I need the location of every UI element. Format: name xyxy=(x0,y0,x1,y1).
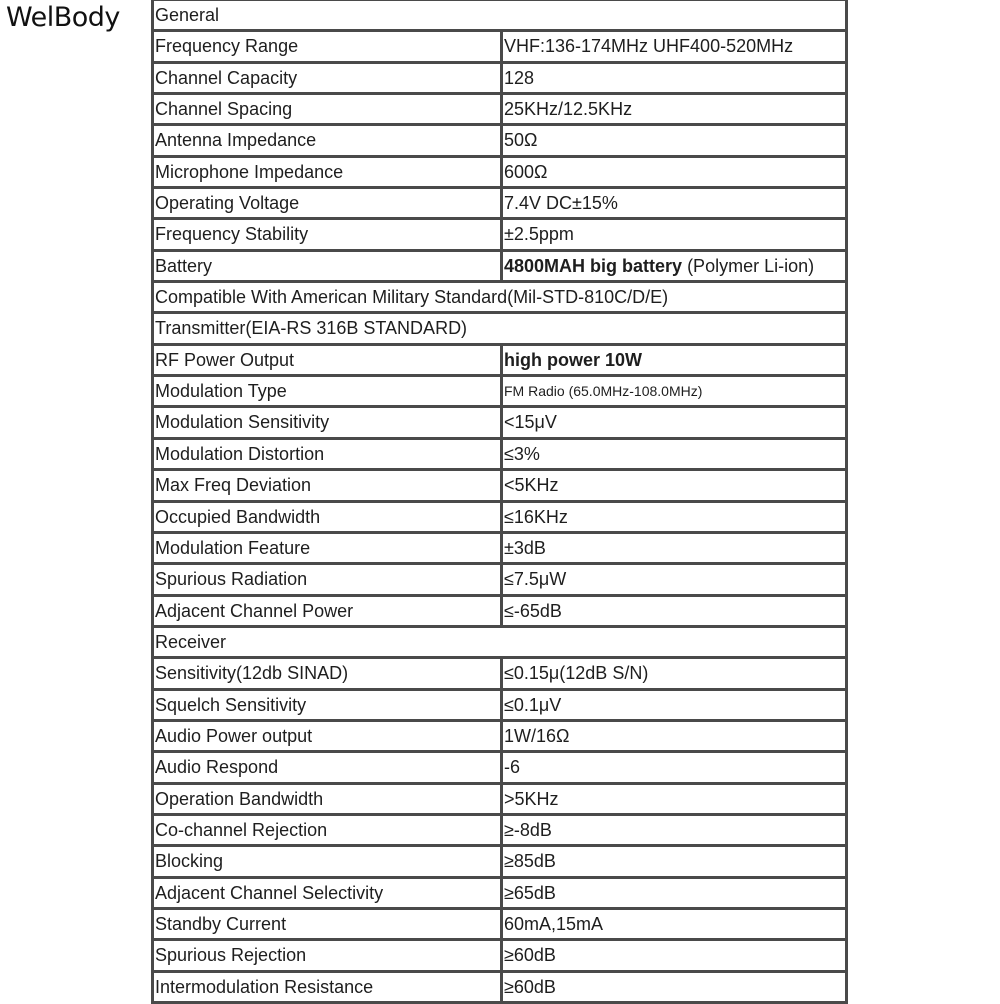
spec-value xyxy=(503,753,845,781)
spec-label: RF Power Output xyxy=(154,346,503,374)
spec-value xyxy=(503,252,845,280)
spec-label: Spurious Radiation xyxy=(154,565,503,593)
spec-value xyxy=(503,377,845,405)
spec-value-text: ≤0.15μ(12dB S/N) xyxy=(504,663,649,684)
spec-label: Modulation Sensitivity xyxy=(154,408,503,436)
spec-label: Intermodulation Resistance xyxy=(154,973,503,1001)
spec-label: Audio Power output xyxy=(154,722,503,750)
spec-value-text: 1W/16Ω xyxy=(504,725,570,746)
spec-value-text: 128 xyxy=(504,67,535,88)
spec-value xyxy=(503,440,845,468)
spec-value xyxy=(503,126,845,154)
spec-label: Modulation Type xyxy=(154,377,503,405)
spec-value xyxy=(503,503,845,531)
spec-value xyxy=(503,95,845,123)
spec-value xyxy=(503,64,845,92)
spec-value xyxy=(503,722,845,750)
spec-value-bold: high power 10W xyxy=(504,349,643,370)
spec-label: Standby Current xyxy=(154,910,503,938)
spec-value xyxy=(503,910,845,938)
spec-label: Battery xyxy=(154,252,503,280)
spec-value xyxy=(503,691,845,719)
spec-label: Blocking xyxy=(154,847,503,875)
spec-row xyxy=(154,973,845,1004)
spec-label: Sensitivity(12db SINAD) xyxy=(154,659,503,687)
spec-value-text: <15μV xyxy=(504,412,557,433)
spec-row xyxy=(154,691,845,722)
spec-row xyxy=(154,753,845,784)
spec-row xyxy=(154,941,845,972)
spec-value-text: -6 xyxy=(504,757,521,778)
brand-logo: WelBody xyxy=(6,2,120,33)
spec-row xyxy=(154,64,845,95)
spec-row xyxy=(154,816,845,847)
spec-row xyxy=(154,346,845,377)
section-label: Compatible With American Military Standard(Mil-STD-810C/D/E) xyxy=(155,287,669,308)
spec-value-text: 60mA,15mA xyxy=(504,913,604,934)
spec-value xyxy=(503,32,845,60)
spec-row xyxy=(154,722,845,753)
spec-row xyxy=(154,659,845,690)
spec-value-text: FM Radio (65.0MHz-108.0MHz) xyxy=(504,383,703,400)
spec-label: Antenna Impedance xyxy=(154,126,503,154)
spec-row xyxy=(154,879,845,910)
section-header-row xyxy=(154,628,845,659)
spec-value-text: 7.4V DC±15% xyxy=(504,193,618,214)
spec-value-text: ≤-65dB xyxy=(504,600,562,621)
spec-label: Co-channel Rejection xyxy=(154,816,503,844)
spec-value xyxy=(503,565,845,593)
spec-value-text: ≥60dB xyxy=(504,945,556,966)
spec-value-text: <5KHz xyxy=(504,475,559,496)
spec-label: Squelch Sensitivity xyxy=(154,691,503,719)
spec-value-text: >5KHz xyxy=(504,788,559,809)
spec-label: Spurious Rejection xyxy=(154,941,503,969)
spec-label: Channel Capacity xyxy=(154,64,503,92)
spec-value-text: ≥-8dB xyxy=(504,819,552,840)
spec-value xyxy=(503,346,845,374)
spec-value xyxy=(503,973,845,1001)
spec-value xyxy=(503,847,845,875)
spec-value-text: ≤7.5μW xyxy=(504,569,567,590)
section-label: Receiver xyxy=(155,631,227,652)
spec-value-text: (Polymer Li-ion) xyxy=(682,255,815,276)
spec-row xyxy=(154,95,845,126)
spec-value-text: ≥85dB xyxy=(504,851,556,872)
section-header-row xyxy=(154,314,845,345)
spec-value-text: ±3dB xyxy=(504,537,546,558)
spec-value-text: ≤3% xyxy=(504,443,540,464)
spec-label: Microphone Impedance xyxy=(154,158,503,186)
spec-label: Max Freq Deviation xyxy=(154,471,503,499)
spec-row xyxy=(154,158,845,189)
spec-row xyxy=(154,785,845,816)
spec-value-text: ±2.5ppm xyxy=(504,224,574,245)
spec-value-text: VHF:136-174MHz UHF400-520MHz xyxy=(504,36,794,57)
spec-row xyxy=(154,377,845,408)
spec-label: Frequency Range xyxy=(154,32,503,60)
spec-row xyxy=(154,126,845,157)
spec-row xyxy=(154,503,845,534)
spec-value xyxy=(503,597,845,625)
spec-value xyxy=(503,879,845,907)
spec-label: Modulation Feature xyxy=(154,534,503,562)
spec-row xyxy=(154,252,845,283)
spec-value xyxy=(503,659,845,687)
spec-row xyxy=(154,440,845,471)
spec-row xyxy=(154,471,845,502)
spec-label: Frequency Stability xyxy=(154,220,503,248)
spec-row xyxy=(154,408,845,439)
spec-row xyxy=(154,847,845,878)
spec-value xyxy=(503,471,845,499)
section-label: Transmitter(EIA-RS 316B STANDARD) xyxy=(155,318,468,339)
spec-row xyxy=(154,597,845,628)
spec-row xyxy=(154,534,845,565)
spec-value xyxy=(503,785,845,813)
spec-value xyxy=(503,408,845,436)
spec-value xyxy=(503,189,845,217)
spec-value xyxy=(503,816,845,844)
spec-value-bold: 4800MAH big battery xyxy=(504,255,683,276)
spec-row xyxy=(154,910,845,941)
spec-value-text: 600Ω xyxy=(504,161,548,182)
spec-label: Occupied Bandwidth xyxy=(154,503,503,531)
spec-label: Modulation Distortion xyxy=(154,440,503,468)
spec-value-text: ≤0.1μV xyxy=(504,694,562,715)
spec-value-text: 50Ω xyxy=(504,130,538,151)
spec-row xyxy=(154,565,845,596)
spec-value xyxy=(503,941,845,969)
spec-value-text: ≥65dB xyxy=(504,882,556,903)
section-header-row xyxy=(154,1,845,32)
spec-value-text: ≤16KHz xyxy=(504,506,568,527)
spec-label: Operation Bandwidth xyxy=(154,785,503,813)
spec-value xyxy=(503,220,845,248)
spec-value xyxy=(503,158,845,186)
spec-label: Adjacent Channel Selectivity xyxy=(154,879,503,907)
spec-row xyxy=(154,32,845,63)
spec-table xyxy=(151,0,848,1004)
spec-value-text: ≥60dB xyxy=(504,976,556,997)
spec-label: Operating Voltage xyxy=(154,189,503,217)
section-header-row xyxy=(154,283,845,314)
spec-row xyxy=(154,189,845,220)
spec-row xyxy=(154,220,845,251)
spec-label: Audio Respond xyxy=(154,753,503,781)
spec-label: Adjacent Channel Power xyxy=(154,597,503,625)
spec-value-text: 25KHz/12.5KHz xyxy=(504,99,633,120)
section-label: General xyxy=(155,5,220,25)
spec-value xyxy=(503,534,845,562)
spec-label: Channel Spacing xyxy=(154,95,503,123)
